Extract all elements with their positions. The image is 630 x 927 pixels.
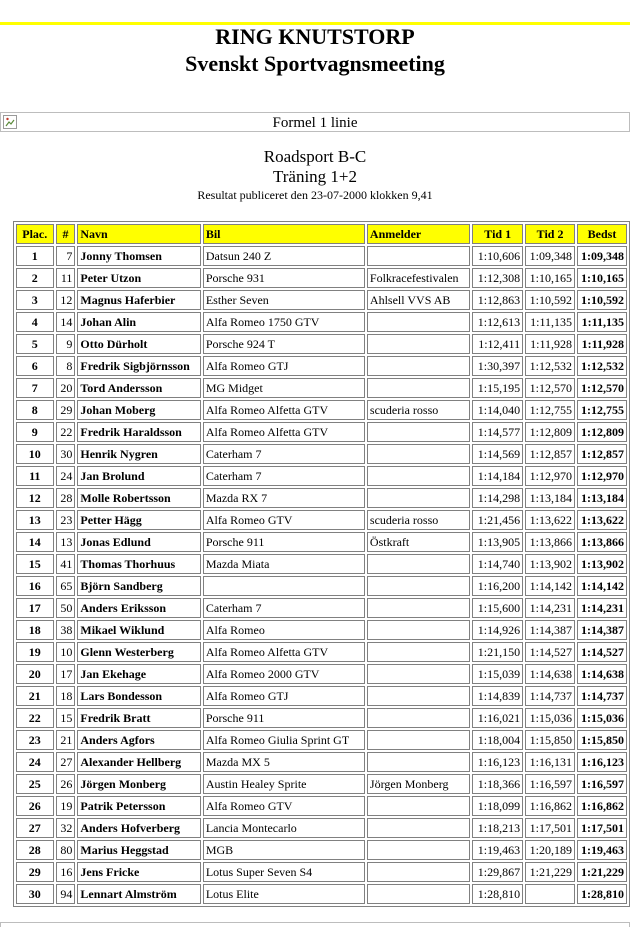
cell-tid2: 1:10,165 xyxy=(525,268,575,288)
table-row xyxy=(16,400,627,420)
cell-plac: 30 xyxy=(16,884,54,904)
table-row xyxy=(16,312,627,332)
cell-bedst: 1:16,862 xyxy=(577,796,627,816)
cell-navn: Johan Alin xyxy=(77,312,200,332)
cell-bedst: 1:11,928 xyxy=(577,334,627,354)
cell-anmelder xyxy=(367,664,470,684)
table-row xyxy=(16,510,627,530)
cell-anmelder xyxy=(367,796,470,816)
cell-anmelder xyxy=(367,642,470,662)
cell-navn: Jonny Thomsen xyxy=(77,246,200,266)
cell-anmelder xyxy=(367,378,470,398)
cell-number: 12 xyxy=(56,290,76,310)
cell-tid2: 1:13,622 xyxy=(525,510,575,530)
cell-navn: Molle Robertsson xyxy=(77,488,200,508)
cell-anmelder xyxy=(367,598,470,618)
cell-bedst: 1:17,501 xyxy=(577,818,627,838)
cell-anmelder xyxy=(367,752,470,772)
cell-number: 80 xyxy=(56,840,76,860)
cell-tid1: 1:14,839 xyxy=(472,686,523,706)
table-row xyxy=(16,246,627,266)
cell-navn: Petter Hägg xyxy=(77,510,200,530)
cell-anmelder xyxy=(367,488,470,508)
cell-tid1: 1:19,463 xyxy=(472,840,523,860)
cell-bedst: 1:12,857 xyxy=(577,444,627,464)
cell-bedst: 1:13,902 xyxy=(577,554,627,574)
table-row xyxy=(16,422,627,442)
cell-bedst: 1:16,597 xyxy=(577,774,627,794)
cell-number: 21 xyxy=(56,730,76,750)
cell-plac: 3 xyxy=(16,290,54,310)
cell-number: 29 xyxy=(56,400,76,420)
cell-navn: Henrik Nygren xyxy=(77,444,200,464)
cell-plac: 11 xyxy=(16,466,54,486)
header-tid2: Tid 2 xyxy=(525,224,575,244)
cell-navn: Lennart Almström xyxy=(77,884,200,904)
cell-plac: 28 xyxy=(16,840,54,860)
cell-number: 19 xyxy=(56,796,76,816)
cell-plac: 23 xyxy=(16,730,54,750)
cell-tid1: 1:14,926 xyxy=(472,620,523,640)
cell-number: 15 xyxy=(56,708,76,728)
header-bedst: Bedst xyxy=(577,224,627,244)
cell-navn: Jens Fricke xyxy=(77,862,200,882)
cell-number: 24 xyxy=(56,466,76,486)
cell-plac: 6 xyxy=(16,356,54,376)
cell-tid1: 1:14,569 xyxy=(472,444,523,464)
table-row xyxy=(16,532,627,552)
cell-tid1: 1:14,040 xyxy=(472,400,523,420)
cell-anmelder xyxy=(367,818,470,838)
cell-plac: 15 xyxy=(16,554,54,574)
cell-bedst: 1:14,142 xyxy=(577,576,627,596)
cell-number: 7 xyxy=(56,246,76,266)
cell-plac: 13 xyxy=(16,510,54,530)
cell-number: 18 xyxy=(56,686,76,706)
cell-plac: 27 xyxy=(16,818,54,838)
cell-bedst: 1:12,532 xyxy=(577,356,627,376)
cell-tid1: 1:28,810 xyxy=(472,884,523,904)
cell-number: 32 xyxy=(56,818,76,838)
cell-tid2: 1:12,857 xyxy=(525,444,575,464)
cell-bil: Alfa Romeo Alfetta GTV xyxy=(203,422,365,442)
cell-tid1: 1:21,150 xyxy=(472,642,523,662)
cell-tid2: 1:16,131 xyxy=(525,752,575,772)
session-name: Träning 1+2 xyxy=(272,167,358,186)
cell-number: 41 xyxy=(56,554,76,574)
cell-number: 26 xyxy=(56,774,76,794)
cell-navn: Alexander Hellberg xyxy=(77,752,200,772)
cell-anmelder: Folkracefestivalen xyxy=(367,268,470,288)
cell-plac: 20 xyxy=(16,664,54,684)
class-name: Roadsport B-C xyxy=(263,147,367,166)
cell-navn: Mikael Wiklund xyxy=(77,620,200,640)
cell-number: 16 xyxy=(56,862,76,882)
cell-anmelder xyxy=(367,444,470,464)
cell-anmelder xyxy=(367,356,470,376)
cell-anmelder xyxy=(367,466,470,486)
cell-plac: 4 xyxy=(16,312,54,332)
page-title: RING KNUTSTORP xyxy=(215,24,415,49)
table-row xyxy=(16,686,627,706)
table-row xyxy=(16,576,627,596)
cell-navn: Jonas Edlund xyxy=(77,532,200,552)
cell-anmelder xyxy=(367,708,470,728)
cell-navn: Jan Ekehage xyxy=(77,664,200,684)
cell-number: 94 xyxy=(56,884,76,904)
cell-anmelder xyxy=(367,620,470,640)
cell-number: 38 xyxy=(56,620,76,640)
cell-tid1: 1:16,021 xyxy=(472,708,523,728)
table-row xyxy=(16,840,627,860)
cell-tid1: 1:12,411 xyxy=(472,334,523,354)
cell-navn: Peter Utzon xyxy=(77,268,200,288)
cell-bil: Lotus Super Seven S4 xyxy=(203,862,365,882)
cell-tid2: 1:14,638 xyxy=(525,664,575,684)
table-row xyxy=(16,774,627,794)
cell-tid1: 1:16,123 xyxy=(472,752,523,772)
cell-bedst: 1:12,570 xyxy=(577,378,627,398)
cell-tid2: 1:11,928 xyxy=(525,334,575,354)
table-row xyxy=(16,642,627,662)
cell-bil: Porsche 924 T xyxy=(203,334,365,354)
page-subtitle: Svenskt Sportvagnsmeeting xyxy=(185,51,445,76)
cell-anmelder: scuderia rosso xyxy=(367,400,470,420)
cell-tid2 xyxy=(525,884,575,904)
cell-plac: 7 xyxy=(16,378,54,398)
cell-number: 10 xyxy=(56,642,76,662)
cell-plac: 8 xyxy=(16,400,54,420)
table-row xyxy=(16,796,627,816)
cell-number: 30 xyxy=(56,444,76,464)
cell-tid2: 1:20,189 xyxy=(525,840,575,860)
cell-bil: Esther Seven xyxy=(203,290,365,310)
cell-navn: Fredrik Haraldsson xyxy=(77,422,200,442)
cell-plac: 29 xyxy=(16,862,54,882)
cell-bedst: 1:12,755 xyxy=(577,400,627,420)
banner-alt-text: Formel 1 linie xyxy=(272,115,358,131)
cell-tid1: 1:14,298 xyxy=(472,488,523,508)
cell-bedst: 1:13,866 xyxy=(577,532,627,552)
cell-plac: 9 xyxy=(16,422,54,442)
cell-bil: Porsche 931 xyxy=(203,268,365,288)
cell-tid2: 1:12,970 xyxy=(525,466,575,486)
cell-number: 50 xyxy=(56,598,76,618)
cell-navn: Fredrik Bratt xyxy=(77,708,200,728)
cell-tid1: 1:14,740 xyxy=(472,554,523,574)
cell-navn: Anders Hofverberg xyxy=(77,818,200,838)
cell-anmelder xyxy=(367,884,470,904)
table-row xyxy=(16,620,627,640)
cell-tid1: 1:10,606 xyxy=(472,246,523,266)
cell-tid2: 1:14,142 xyxy=(525,576,575,596)
table-header-row xyxy=(16,224,627,244)
cell-bedst: 1:21,229 xyxy=(577,862,627,882)
cell-bil xyxy=(203,576,365,596)
cell-tid2: 1:12,809 xyxy=(525,422,575,442)
cell-tid2: 1:14,387 xyxy=(525,620,575,640)
cell-plac: 16 xyxy=(16,576,54,596)
cell-tid2: 1:09,348 xyxy=(525,246,575,266)
cell-number: 11 xyxy=(56,268,76,288)
cell-plac: 14 xyxy=(16,532,54,552)
cell-tid2: 1:10,592 xyxy=(525,290,575,310)
cell-number: 23 xyxy=(56,510,76,530)
cell-bil: Alfa Romeo Alfetta GTV xyxy=(203,400,365,420)
cell-plac: 17 xyxy=(16,598,54,618)
cell-tid1: 1:12,613 xyxy=(472,312,523,332)
cell-bedst: 1:14,231 xyxy=(577,598,627,618)
cell-bil: Austin Healey Sprite xyxy=(203,774,365,794)
cell-tid1: 1:18,366 xyxy=(472,774,523,794)
cell-bedst: 1:11,135 xyxy=(577,312,627,332)
cell-anmelder xyxy=(367,334,470,354)
cell-bil: Mazda MX 5 xyxy=(203,752,365,772)
cell-plac: 2 xyxy=(16,268,54,288)
cell-number: 20 xyxy=(56,378,76,398)
cell-bedst: 1:15,850 xyxy=(577,730,627,750)
cell-plac: 25 xyxy=(16,774,54,794)
header-anmelder: Anmelder xyxy=(367,224,470,244)
cell-navn: Glenn Westerberg xyxy=(77,642,200,662)
cell-navn: Otto Dürholt xyxy=(77,334,200,354)
cell-bil: MGB xyxy=(203,840,365,860)
cell-bil: Mazda RX 7 xyxy=(203,488,365,508)
header-tid1: Tid 1 xyxy=(472,224,523,244)
table-row xyxy=(16,268,627,288)
cell-tid2: 1:14,527 xyxy=(525,642,575,662)
cell-anmelder: Ahlsell VVS AB xyxy=(367,290,470,310)
cell-bil: Alfa Romeo GTJ xyxy=(203,356,365,376)
cell-number: 27 xyxy=(56,752,76,772)
cell-bil: Alfa Romeo GTV xyxy=(203,510,365,530)
cell-anmelder xyxy=(367,246,470,266)
cell-bil: Porsche 911 xyxy=(203,532,365,552)
cell-bil: Caterham 7 xyxy=(203,598,365,618)
cell-number: 22 xyxy=(56,422,76,442)
cell-navn: Lars Bondesson xyxy=(77,686,200,706)
table-row xyxy=(16,378,627,398)
cell-anmelder xyxy=(367,686,470,706)
cell-navn: Jörgen Monberg xyxy=(77,774,200,794)
cell-tid2: 1:13,866 xyxy=(525,532,575,552)
table-row xyxy=(16,862,627,882)
cell-plac: 5 xyxy=(16,334,54,354)
cell-bil: Datsun 240 Z xyxy=(203,246,365,266)
cell-plac: 12 xyxy=(16,488,54,508)
cell-navn: Thomas Thorhuus xyxy=(77,554,200,574)
cell-navn: Anders Agfors xyxy=(77,730,200,750)
cell-tid2: 1:13,902 xyxy=(525,554,575,574)
table-row xyxy=(16,554,627,574)
cell-tid1: 1:29,867 xyxy=(472,862,523,882)
cell-anmelder: Jörgen Monberg xyxy=(367,774,470,794)
table-row xyxy=(16,598,627,618)
cell-bedst: 1:15,036 xyxy=(577,708,627,728)
cell-bil: Alfa Romeo 1750 GTV xyxy=(203,312,365,332)
cell-anmelder: Östkraft xyxy=(367,532,470,552)
cell-number: 14 xyxy=(56,312,76,332)
cell-tid2: 1:21,229 xyxy=(525,862,575,882)
cell-tid2: 1:12,532 xyxy=(525,356,575,376)
cell-anmelder: scuderia rosso xyxy=(367,510,470,530)
cell-tid1: 1:30,397 xyxy=(472,356,523,376)
cell-tid2: 1:13,184 xyxy=(525,488,575,508)
cell-bedst: 1:19,463 xyxy=(577,840,627,860)
cell-tid1: 1:12,308 xyxy=(472,268,523,288)
cell-plac: 21 xyxy=(16,686,54,706)
cell-navn: Björn Sandberg xyxy=(77,576,200,596)
cell-number: 8 xyxy=(56,356,76,376)
cell-bil: MG Midget xyxy=(203,378,365,398)
cell-bedst: 1:10,165 xyxy=(577,268,627,288)
cell-tid1: 1:21,456 xyxy=(472,510,523,530)
table-row xyxy=(16,334,627,354)
cell-navn: Marius Heggstad xyxy=(77,840,200,860)
cell-number: 65 xyxy=(56,576,76,596)
cell-anmelder xyxy=(367,840,470,860)
cell-tid1: 1:14,184 xyxy=(472,466,523,486)
cell-bedst: 1:10,592 xyxy=(577,290,627,310)
header-plac: Plac. xyxy=(16,224,54,244)
cell-plac: 18 xyxy=(16,620,54,640)
cell-tid2: 1:16,597 xyxy=(525,774,575,794)
cell-navn: Anders Eriksson xyxy=(77,598,200,618)
table-row xyxy=(16,356,627,376)
cell-plac: 1 xyxy=(16,246,54,266)
cell-anmelder xyxy=(367,730,470,750)
table-row xyxy=(16,466,627,486)
cell-tid2: 1:12,570 xyxy=(525,378,575,398)
cell-tid2: 1:14,231 xyxy=(525,598,575,618)
cell-navn: Tord Andersson xyxy=(77,378,200,398)
cell-plac: 22 xyxy=(16,708,54,728)
cell-navn: Johan Moberg xyxy=(77,400,200,420)
cell-bil: Alfa Romeo Alfetta GTV xyxy=(203,642,365,662)
cell-bedst: 1:14,638 xyxy=(577,664,627,684)
cell-plac: 10 xyxy=(16,444,54,464)
cell-navn: Jan Brolund xyxy=(77,466,200,486)
cell-tid1: 1:18,213 xyxy=(472,818,523,838)
cell-plac: 26 xyxy=(16,796,54,816)
cell-number: 13 xyxy=(56,532,76,552)
cell-tid2: 1:15,036 xyxy=(525,708,575,728)
cell-number: 17 xyxy=(56,664,76,684)
cell-tid2: 1:17,501 xyxy=(525,818,575,838)
cell-number: 28 xyxy=(56,488,76,508)
cell-anmelder xyxy=(367,576,470,596)
banner-image xyxy=(0,112,630,132)
cell-tid2: 1:14,737 xyxy=(525,686,575,706)
cell-tid2: 1:15,850 xyxy=(525,730,575,750)
cell-number: 9 xyxy=(56,334,76,354)
table-row xyxy=(16,444,627,464)
cell-tid1: 1:12,863 xyxy=(472,290,523,310)
cell-tid1: 1:15,195 xyxy=(472,378,523,398)
cell-tid1: 1:18,004 xyxy=(472,730,523,750)
cell-bedst: 1:16,123 xyxy=(577,752,627,772)
cell-bedst: 1:14,527 xyxy=(577,642,627,662)
cell-anmelder xyxy=(367,554,470,574)
cell-anmelder xyxy=(367,312,470,332)
cell-bedst: 1:13,622 xyxy=(577,510,627,530)
cell-bil: Alfa Romeo GTJ xyxy=(203,686,365,706)
cell-tid1: 1:16,200 xyxy=(472,576,523,596)
cell-tid1: 1:18,099 xyxy=(472,796,523,816)
published-note: Resultat publiceret den 23-07-2000 klokken 9,41 xyxy=(197,188,433,202)
cell-bedst: 1:14,387 xyxy=(577,620,627,640)
cell-plac: 24 xyxy=(16,752,54,772)
header-bil: Bil xyxy=(203,224,365,244)
cell-navn: Patrik Petersson xyxy=(77,796,200,816)
cell-bedst: 1:12,970 xyxy=(577,466,627,486)
cell-bedst: 1:12,809 xyxy=(577,422,627,442)
cell-bedst: 1:09,348 xyxy=(577,246,627,266)
cell-bil: Porsche 911 xyxy=(203,708,365,728)
table-row xyxy=(16,708,627,728)
cell-tid1: 1:15,600 xyxy=(472,598,523,618)
cell-navn: Magnus Haferbier xyxy=(77,290,200,310)
cell-plac: 19 xyxy=(16,642,54,662)
cell-tid1: 1:15,039 xyxy=(472,664,523,684)
table-row xyxy=(16,752,627,772)
cell-bil: Mazda Miata xyxy=(203,554,365,574)
header-navn: Navn xyxy=(77,224,200,244)
table-row xyxy=(16,488,627,508)
cell-tid2: 1:11,135 xyxy=(525,312,575,332)
cell-tid1: 1:14,577 xyxy=(472,422,523,442)
bottom-banner-edge xyxy=(0,922,630,927)
table-row xyxy=(16,664,627,684)
cell-bil: Caterham 7 xyxy=(203,466,365,486)
results-table xyxy=(13,221,630,907)
cell-bil: Lancia Montecarlo xyxy=(203,818,365,838)
cell-tid2: 1:12,755 xyxy=(525,400,575,420)
cell-bil: Caterham 7 xyxy=(203,444,365,464)
table-row xyxy=(16,730,627,750)
cell-anmelder xyxy=(367,422,470,442)
cell-bedst: 1:13,184 xyxy=(577,488,627,508)
cell-anmelder xyxy=(367,862,470,882)
header-number: # xyxy=(56,224,76,244)
cell-bil: Lotus Elite xyxy=(203,884,365,904)
cell-bil: Alfa Romeo Giulia Sprint GT xyxy=(203,730,365,750)
cell-bedst: 1:14,737 xyxy=(577,686,627,706)
table-row xyxy=(16,884,627,904)
cell-tid2: 1:16,862 xyxy=(525,796,575,816)
cell-bil: Alfa Romeo xyxy=(203,620,365,640)
cell-bedst: 1:28,810 xyxy=(577,884,627,904)
table-row xyxy=(16,818,627,838)
cell-bil: Alfa Romeo GTV xyxy=(203,796,365,816)
cell-navn: Fredrik Sigbjörnsson xyxy=(77,356,200,376)
table-row xyxy=(16,290,627,310)
cell-bil: Alfa Romeo 2000 GTV xyxy=(203,664,365,684)
cell-tid1: 1:13,905 xyxy=(472,532,523,552)
